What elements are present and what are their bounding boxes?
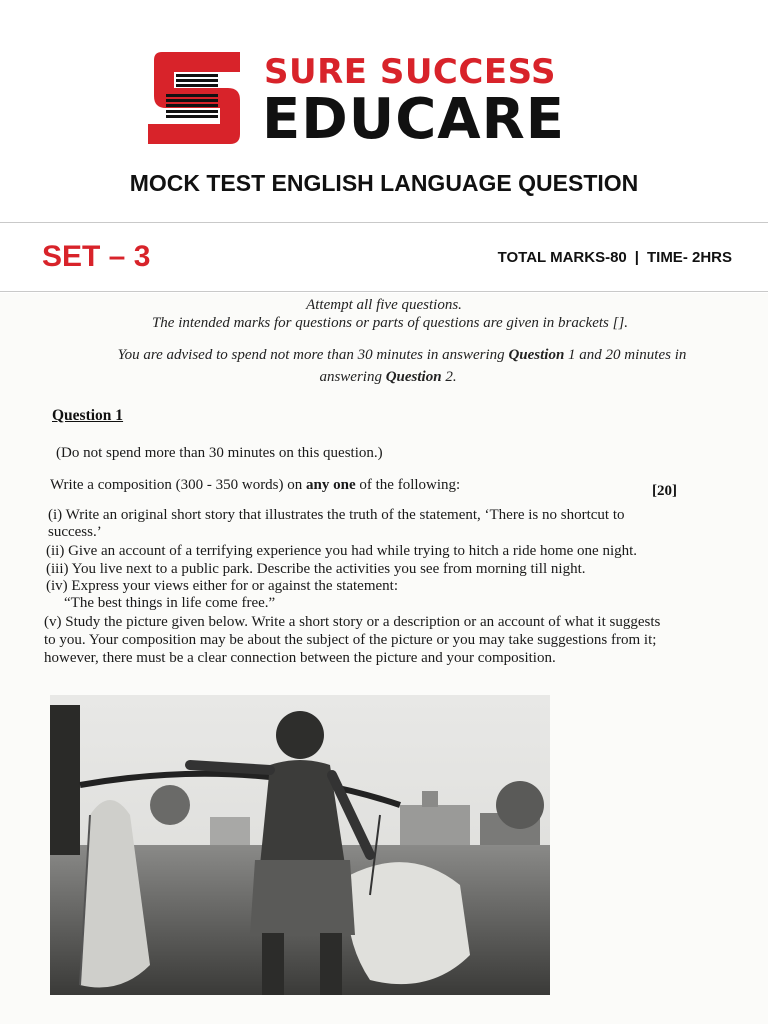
question-picture [50, 695, 550, 995]
question-heading: Question 1 [52, 407, 124, 424]
option-line: to you. Your composition may be about the subject of the picture or you may take suggestions from it; [44, 632, 657, 648]
scanned-question-page [0, 293, 768, 1024]
option-line: however, there must be a clear connection between the picture and your composition. [44, 650, 556, 666]
page-title: MOCK TEST ENGLISH LANGUAGE QUESTION [129, 170, 639, 196]
option-line: (ii) Give an account of a terrifying experience you had while trying to hitch a ride home one night. [46, 543, 638, 559]
time-allowed: TIME- 2HRS [646, 249, 732, 266]
divider [0, 222, 768, 223]
divider [0, 291, 768, 292]
option-line: (i) Write an original short story that illustrates the truth of the statement, ‘There is no shortcut to [48, 507, 625, 523]
question-marks: [20] [652, 483, 677, 499]
instruction-line: Attempt all five questions. [306, 297, 462, 313]
option-line: (iv) Express your views either for or against the statement: [46, 578, 398, 594]
striped-s-logo-icon [146, 50, 242, 146]
option-line: (v) Study the picture given below. Write a short story or a description or an account of what it suggests [44, 614, 661, 630]
brand-name-bottom: EDUCARE [262, 87, 566, 152]
total-marks: TOTAL MARKS-80 [497, 249, 627, 266]
instruction-line: answering Question 2. [319, 369, 457, 385]
option-line: (iii) You live next to a public park. Describe the activities you see from morning till night. [46, 561, 586, 577]
instruction-line: You are advised to spend not more than 30 minutes in answering Question 1 and 20 minutes in [117, 347, 687, 363]
page-header [0, 0, 768, 222]
separator: | [634, 249, 639, 266]
question-note: (Do not spend more than 30 minutes on this question.) [56, 445, 383, 461]
marks-time-info [498, 249, 732, 266]
set-label: SET – 3 [42, 240, 151, 273]
instruction-line: The intended marks for questions or parts of questions are given in brackets []. [151, 315, 629, 331]
option-line: “The best things in life come free.” [64, 595, 276, 611]
question-prompt: Write a composition (300 - 350 words) on any one of the following: [50, 477, 461, 493]
brand-name-top: SURE SUCCESS [264, 52, 557, 92]
option-line: success.’ [48, 524, 102, 540]
